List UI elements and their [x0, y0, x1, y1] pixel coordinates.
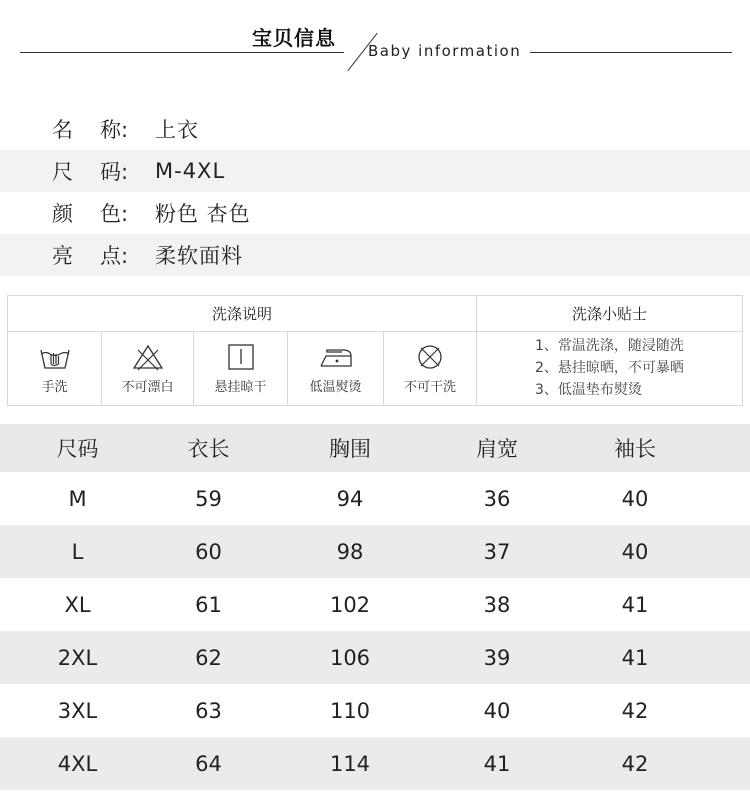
- info-value: M-4XL: [155, 159, 226, 183]
- care-tip: 3、低温垫布熨烫: [535, 382, 642, 398]
- header-rule-left: [20, 52, 344, 53]
- info-value: 柔软面料: [155, 244, 243, 268]
- table-row: [0, 631, 750, 684]
- info-label: [0, 198, 155, 228]
- care-label: 低温熨烫: [309, 380, 362, 395]
- table-cell: 114: [329, 751, 371, 776]
- table-cell: 110: [329, 698, 371, 723]
- table-cell: XL: [64, 592, 91, 617]
- table-header-bust: 胸围: [329, 437, 371, 461]
- info-value: 粉色 杏色: [155, 202, 251, 226]
- table-header-sleeve: 袖长: [614, 437, 656, 461]
- table-cell: 40: [621, 486, 649, 511]
- info-row-name: [0, 108, 750, 150]
- table-cell: 102: [329, 592, 371, 617]
- info-label-char: 亮: [52, 244, 73, 268]
- care-label: 手洗: [41, 380, 68, 395]
- table-cell: 4XL: [57, 751, 98, 776]
- care-tip: 1、常温洗涤，随浸随洗: [535, 338, 684, 354]
- table-cell: 40: [621, 539, 649, 564]
- care-cell-low-iron: [288, 332, 384, 405]
- info-value: 上衣: [155, 118, 199, 142]
- table-cell: 62: [195, 645, 222, 670]
- info-label: [0, 114, 155, 144]
- table-row: [0, 472, 750, 525]
- low-iron-icon: [317, 342, 355, 372]
- table-cell: 98: [336, 539, 364, 564]
- info-row-size: [0, 150, 750, 192]
- care-cell-hand-wash: [8, 332, 102, 405]
- table-cell: 2XL: [57, 645, 98, 670]
- care-instructions-title: 洗涤说明: [8, 296, 477, 332]
- info-row-color: [0, 192, 750, 234]
- info-label-char: 称:: [100, 118, 129, 142]
- care-tips: [477, 332, 742, 405]
- table-cell: 36: [483, 486, 511, 511]
- table-cell: 41: [621, 592, 649, 617]
- info-label-char: 尺: [52, 160, 73, 184]
- table-cell: 63: [195, 698, 222, 723]
- info-label-char: 码:: [100, 160, 129, 184]
- care-cell-hang-dry: [194, 332, 288, 405]
- hang-dry-icon: [224, 342, 258, 372]
- table-cell: 41: [621, 645, 649, 670]
- info-label-char: 色:: [100, 202, 129, 226]
- hand-wash-icon: [38, 342, 72, 372]
- info-label: [0, 156, 155, 186]
- table-cell: 38: [483, 592, 511, 617]
- table-header-shoulder: 肩宽: [476, 437, 518, 461]
- table-cell: L: [71, 539, 84, 564]
- care-tip: 2、悬挂晾晒，不可暴晒: [535, 360, 684, 376]
- table-header-row: [0, 424, 750, 472]
- product-info: [0, 108, 750, 276]
- no-bleach-icon: [131, 342, 165, 372]
- table-cell: 59: [195, 486, 222, 511]
- table-header-length: 衣长: [187, 437, 230, 461]
- care-label: 不可干洗: [403, 380, 456, 395]
- table-cell: 41: [483, 751, 511, 776]
- header-subtitle: Baby information: [368, 42, 522, 60]
- care-box: [7, 295, 743, 406]
- table-row: [0, 737, 750, 790]
- care-cell-no-dry-clean: [384, 332, 477, 405]
- info-row-highlight: [0, 234, 750, 276]
- care-icons: [8, 332, 477, 405]
- care-label: 不可漂白: [121, 380, 174, 395]
- no-dry-clean-icon: [413, 342, 447, 372]
- info-label: [0, 240, 155, 270]
- table-cell: 64: [195, 751, 222, 776]
- table-cell: 61: [195, 592, 222, 617]
- size-table: [0, 424, 750, 790]
- table-cell: 3XL: [57, 698, 98, 723]
- table-cell: 42: [621, 698, 649, 723]
- table-cell: 94: [336, 486, 364, 511]
- care-tips-title: 洗涤小贴士: [477, 296, 742, 332]
- table-cell: 106: [329, 645, 371, 670]
- info-label-char: 名: [52, 118, 73, 142]
- header-rule-right: [530, 52, 732, 53]
- table-cell: 60: [195, 539, 222, 564]
- table-cell: 40: [483, 698, 511, 723]
- table-row: [0, 684, 750, 737]
- care-cell-no-bleach: [102, 332, 194, 405]
- table-cell: 37: [483, 539, 511, 564]
- table-cell: 42: [621, 751, 649, 776]
- header-title: 宝贝信息: [252, 26, 336, 50]
- table-row: [0, 525, 750, 578]
- table-cell: 39: [483, 645, 511, 670]
- section-header: [0, 0, 750, 80]
- table-header-size: 尺码: [56, 437, 99, 461]
- info-label-char: 颜: [52, 202, 73, 226]
- table-cell: M: [68, 486, 87, 511]
- table-row: [0, 578, 750, 631]
- info-label-char: 点:: [100, 244, 129, 268]
- care-label: 悬挂晾干: [214, 380, 267, 395]
